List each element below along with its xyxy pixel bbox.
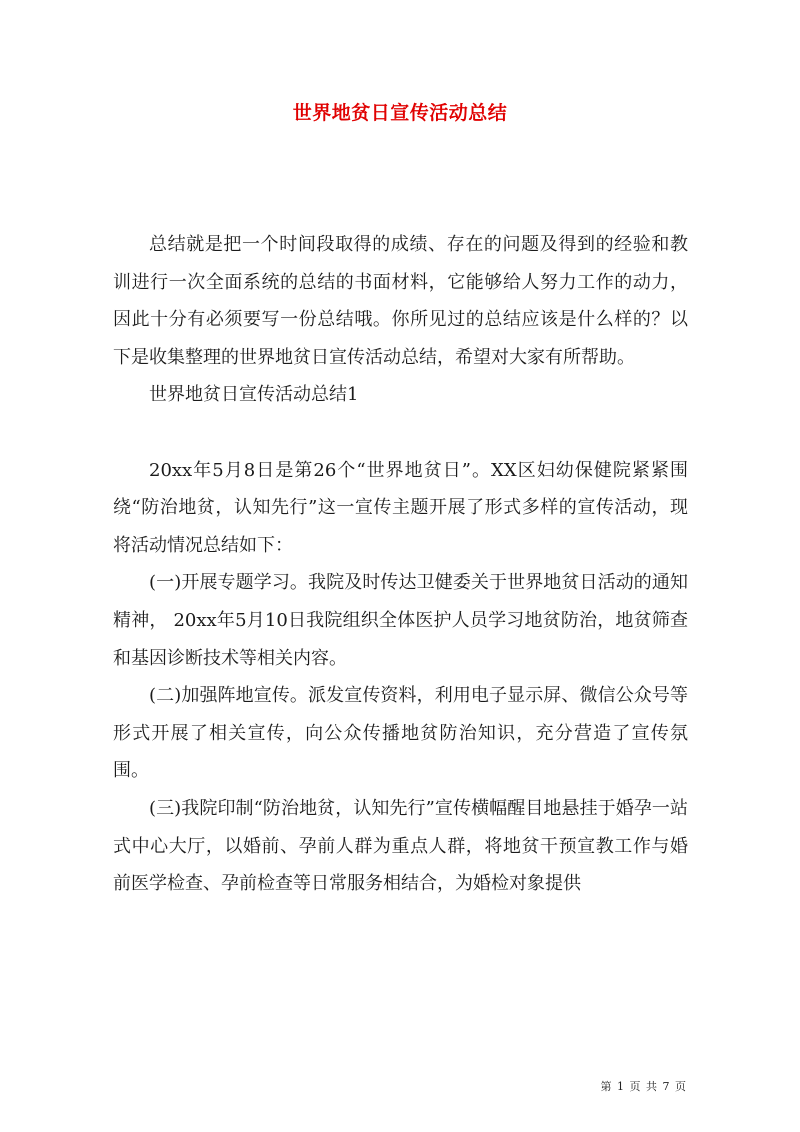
- intro-paragraph: 总结就是把一个时间段取得的成绩、存在的问题及得到的经验和教训进行一次全面系统的总结的书面材料，它能够给人努力工作的动力，因此十分有必须要写一份总结哦。你所见过的总结应该是什么样的？以下是收集整理的世界地贫日宣传活动总结，希望对大家有所帮助。: [113, 234, 688, 368]
- document-body: [113, 226, 688, 903]
- document-title: 世界地贫日宣传活动总结: [292, 102, 508, 124]
- body-paragraph: (一)开展专题学习。我院及时传达卫健委关于世界地贫日活动的通知精神， 20xx年5月10日我院组织全体医护人员学习地贫防治，地贫筛查和基因诊断技术等相关内容。: [113, 572, 688, 669]
- page-number-footer: 第 1 页 共 7 页: [600, 1080, 687, 1093]
- body-paragraph: (二)加强阵地宣传。派发宣传资料，利用电子显示屏、微信公众号等形式开展了相关宣传，向公众传播地贫防治知识，充分营造了宣传氛围。: [113, 685, 688, 782]
- body-paragraph: (三)我院印制“防治地贫，认知先行”宣传横幅醒目地悬挂于婚孕一站式中心大厅，以婚前、孕前人群为重点人群，将地贫干预宣教工作与婚前医学检查、孕前检查等日常服务相结合，为婚检对象提供: [113, 797, 688, 895]
- section-heading: 世界地贫日宣传活动总结1: [149, 384, 359, 406]
- body-paragraph: 20xx年5月8日是第26个“世界地贫日”。XX区妇幼保健院紧紧围绕“防治地贫，认知先行”这一宣传主题开展了形式多样的宣传活动，现将活动情况总结如下：: [113, 459, 688, 556]
